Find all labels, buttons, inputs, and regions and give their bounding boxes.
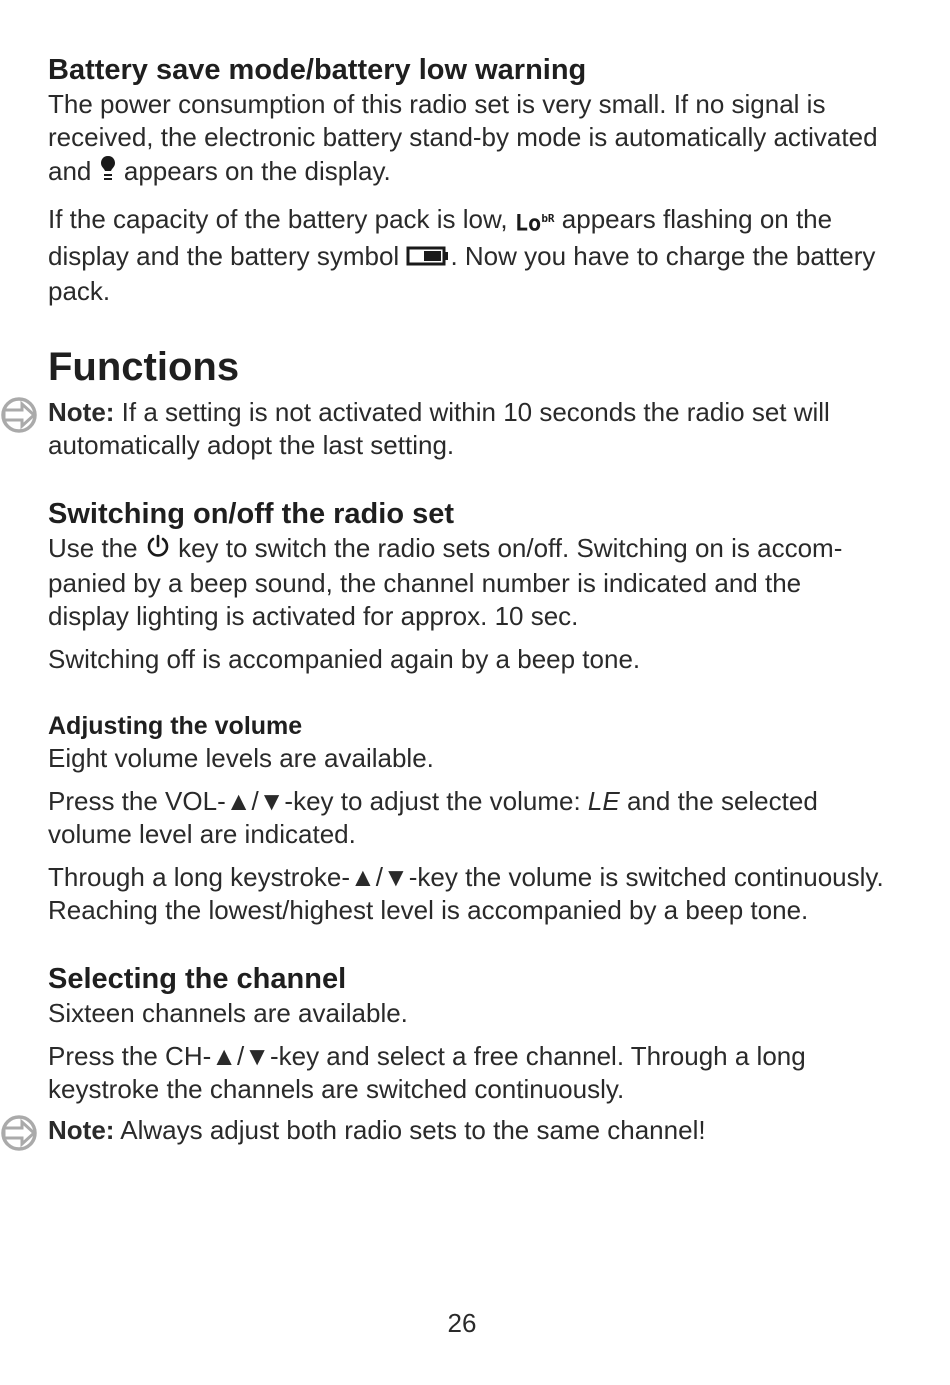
volume-heading: Adjusting the volume: [48, 712, 303, 741]
channel-note: [48, 1114, 888, 1147]
functions-note: [48, 396, 888, 462]
note-label: Note:: [48, 396, 115, 427]
volume-paragraph-2: [48, 785, 888, 851]
channel-paragraph-2: Press the CH-▲/▼-key and select a free channel. Through a long keystroke the channels are switched continuously.: [48, 1041, 806, 1105]
volume-p2-text-a: Press the VOL-▲/▼-key to adjust the volume:: [48, 786, 581, 817]
battery-p2-text-c: . Now you have to charge the battery pack.: [48, 241, 876, 306]
volume-paragraph-1: Eight volume levels are available.: [48, 743, 434, 774]
battery-symbol-icon: [406, 242, 450, 275]
note-arrow-icon: [0, 396, 40, 436]
volume-paragraph-3: Through a long keystroke-▲/▼-key the volume is switched continuously. Reaching the lowest/highest level is accompanied by a beep tone.: [48, 862, 884, 926]
volume-le-indicator: LE: [587, 786, 620, 817]
volume-p2-text-b: and the selected volume level are indicated.: [48, 786, 818, 850]
power-icon: [145, 533, 171, 567]
lcd-low-text: Lo: [514, 211, 542, 237]
channel-paragraph-1: Sixteen channels are available.: [48, 998, 408, 1029]
functions-heading: Functions: [48, 344, 240, 389]
lcd-low-battery-icon: [515, 202, 555, 240]
note-text: If a setting is not activated within 10 seconds the radio set will automatically adopt the last setting.: [48, 396, 830, 460]
battery-p2-text-b: appears flashing on the display and the battery symbol: [48, 204, 833, 272]
battery-p1-text-a: The power consumption of this radio set is very small. If no signal is received, the electronic battery stand-by mode is automatically activated and: [48, 89, 878, 186]
switching-paragraph-2: Switching off is accompanied again by a beep tone.: [48, 644, 641, 675]
switching-heading: Switching on/off the radio set: [48, 497, 454, 530]
channel-heading: Selecting the channel: [48, 963, 347, 996]
page-number: 26: [447, 1308, 477, 1338]
switching-p1-text-a: Use the: [48, 532, 138, 563]
battery-p2-text-a: If the capacity of the battery pack is low,: [48, 204, 508, 235]
battery-paragraph-2: [48, 202, 888, 308]
battery-heading: Battery save mode/battery low warning: [48, 54, 587, 86]
manual-page: [48, 52, 888, 1147]
battery-p1-text-b: appears on the display.: [123, 155, 391, 186]
note-label: Note:: [48, 1115, 115, 1146]
lcd-low-sup: bR: [541, 212, 555, 225]
switching-p1-text-b: key to switch the radio sets on/off. Switching on is accom-panied by a beep sound, the channel number is indicated and the display lighting is activated for approx. 10 sec.: [48, 532, 843, 632]
note-arrow-icon: [0, 1114, 40, 1154]
bulb-icon: [99, 154, 117, 192]
note-text: Always adjust both radio sets to the same channel!: [120, 1115, 706, 1146]
battery-paragraph-1: [48, 88, 888, 192]
switching-paragraph-1: [48, 532, 888, 633]
